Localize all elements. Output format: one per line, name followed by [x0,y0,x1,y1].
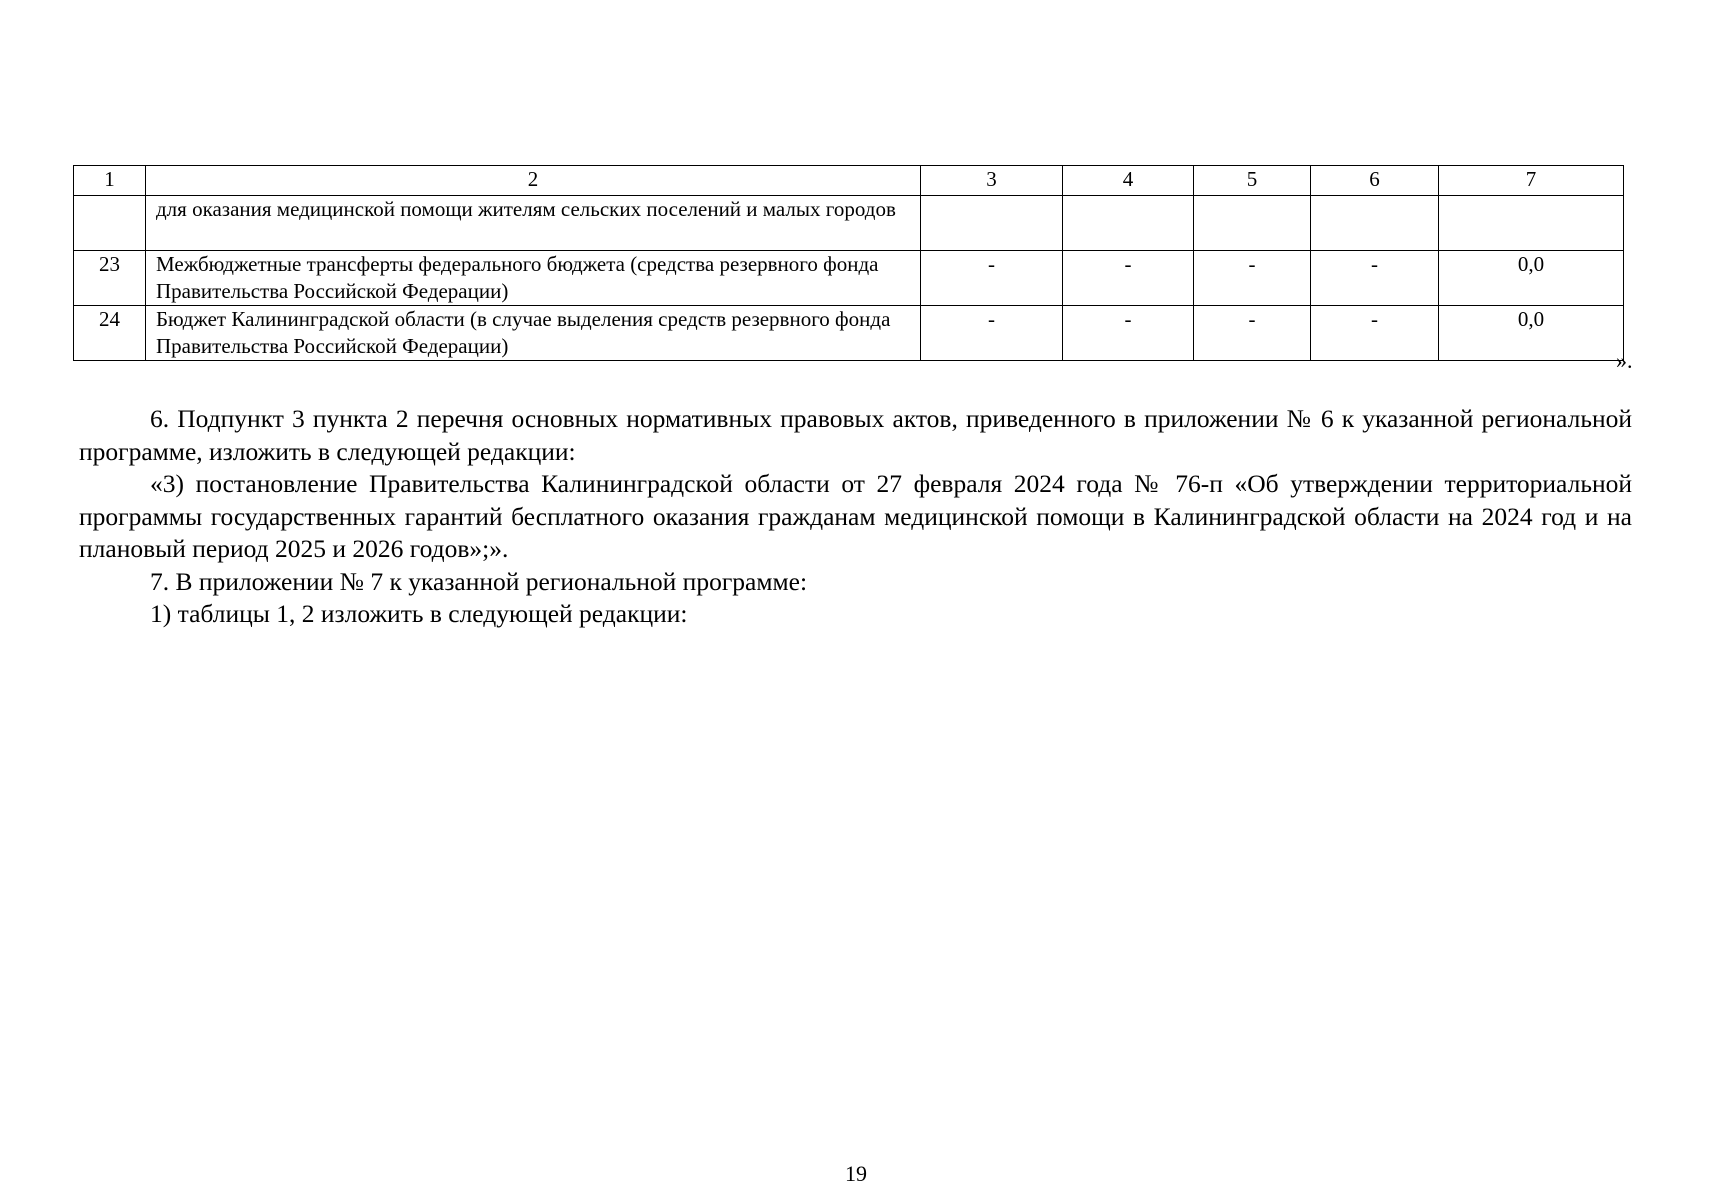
row-value: - [1063,306,1194,361]
row-value: - [1194,251,1311,306]
paragraph: 7. В приложении № 7 к указанной региональной программе: [150,566,808,596]
column-number-header: 2 [146,166,921,196]
row-description: Бюджет Калининградской области (в случае выделения средств резервного фонда Правительства Российской Федерации) [146,306,921,361]
row-value: 0,0 [1439,251,1624,306]
row-value [1063,196,1194,251]
row-value: - [921,306,1063,361]
row-number [74,196,146,251]
page-number: 19 [845,1161,867,1186]
row-value [1194,196,1311,251]
table-row [74,196,1624,251]
row-number: 23 [74,251,146,306]
paragraph: 6. Подпункт 3 пункта 2 перечня основных нормативных правовых актов, приведенного в приложении № 6 к указанной региональной программе, изложить в следующей редакции: [79,404,1632,466]
table-row [74,306,1624,361]
row-value [1311,196,1439,251]
row-value: - [1311,306,1439,361]
row-description: Межбюджетные трансферты федерального бюджета (средства резервного фонда Правительства Российской Федерации) [146,251,921,306]
row-value: - [1311,251,1439,306]
column-number-header: 1 [74,166,146,196]
table-closing-quote: ». [1616,348,1633,373]
row-value: - [1194,306,1311,361]
paragraph: «3) постановление Правительства Калининградской области от 27 февраля 2024 года № 76-п «Об утверждении территориальной программы государственных гарантий бесплатного оказания гражданам медицинской помощи в Калининградской области на 2024 год и на плановый период 2025 и 2026 годов»;». [79,469,1632,563]
column-number-header: 6 [1311,166,1439,196]
column-number-header: 4 [1063,166,1194,196]
column-number-header: 7 [1439,166,1624,196]
row-value: - [921,251,1063,306]
column-number-header: 5 [1194,166,1311,196]
column-number-header: 3 [921,166,1063,196]
row-description: для оказания медицинской помощи жителям сельских поселений и малых городов [146,196,921,251]
row-value: - [1063,251,1194,306]
row-value [921,196,1063,251]
row-value: 0,0 [1439,306,1624,361]
table-header-row [74,166,1624,196]
budget-sources-table [73,165,1624,361]
row-value [1439,196,1624,251]
row-number: 24 [74,306,146,361]
table-row [74,251,1624,306]
paragraph: 1) таблицы 1, 2 изложить в следующей редакции: [150,599,688,628]
document-body [79,403,1632,631]
